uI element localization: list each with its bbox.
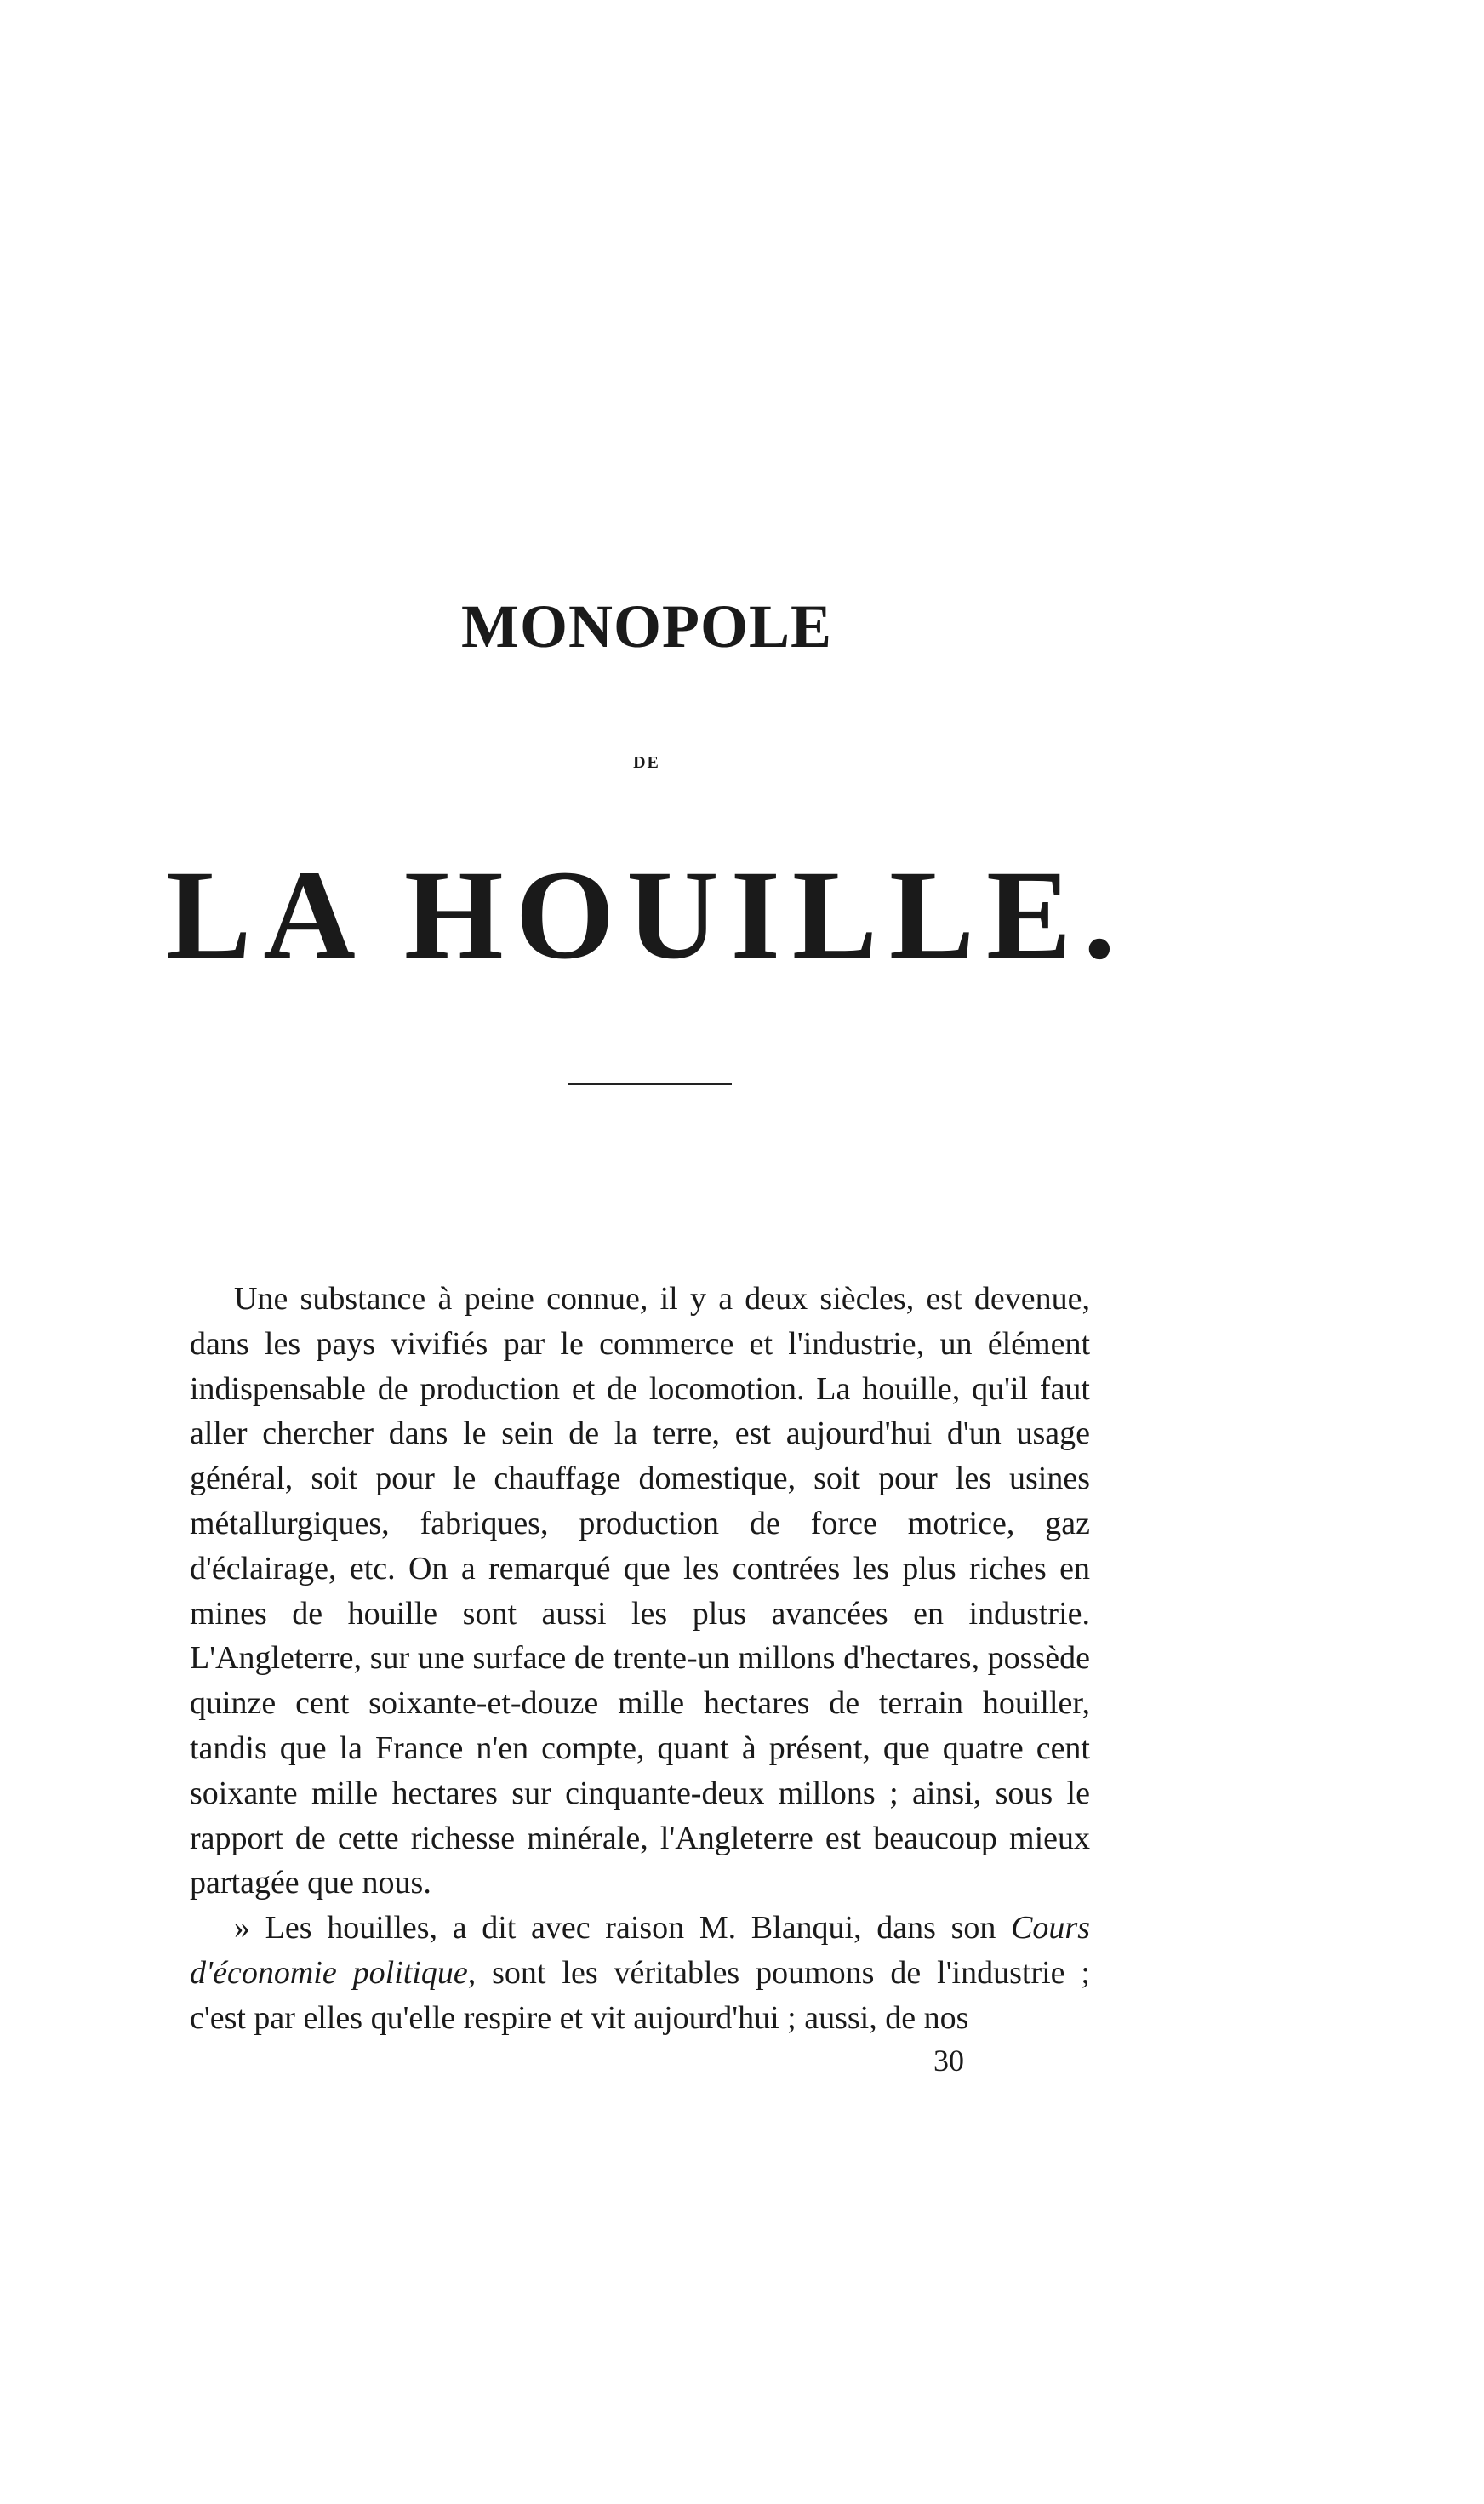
body-text	[190, 1277, 1090, 2041]
page-number: 30	[933, 2044, 964, 2078]
title-divider-rule	[568, 1083, 732, 1085]
paragraph-1: Une substance à peine connue, il y a deux siècles, est devenue, dans les pays vivifiés par le commerce et l'industrie, un élément indispensable de production et de locomotion. La houille, qu'il faut aller chercher dans le sein de la terre, est aujourd'hui d'un usage général, soit pour le chauffage domestique, soit pour les usines métallurgiques, fabriques, production de force motrice, gaz d'éclairage, etc. On a remarqué que les contrées les plus riches en mines de houille sont aussi les plus avancées en industrie. L'Angleterre, sur une surface de trente-un millons d'hectares, possède quinze cent soixante-et-douze mille hectares de terrain houiller, tandis que la France n'en compte, quant à présent, que quatre cent soixante mille hectares sur cinquante-deux millons ; ainsi, sous le rapport de cette richesse minérale, l'Angleterre est beaucoup mieux partagée que nous.	[190, 1281, 1090, 1901]
book-title-italic: Cours d'économie politique	[190, 1910, 1090, 1991]
paragraph-2-lead: » Les houilles, a dit avec raison M. Blanqui, dans son	[234, 1910, 1012, 1947]
paragraph-2	[190, 1906, 1090, 2040]
title-connector: DE	[633, 753, 660, 772]
title-la-houille: LA HOUILLE.	[166, 844, 1127, 986]
paragraph-2-rest: , sont les véritables poumons de l'industrie ; c'est par elles qu'elle respire et vit aujourd'hui ; aussi, de nos	[190, 1954, 1090, 2036]
title-monopole: MONOPOLE	[461, 592, 832, 660]
